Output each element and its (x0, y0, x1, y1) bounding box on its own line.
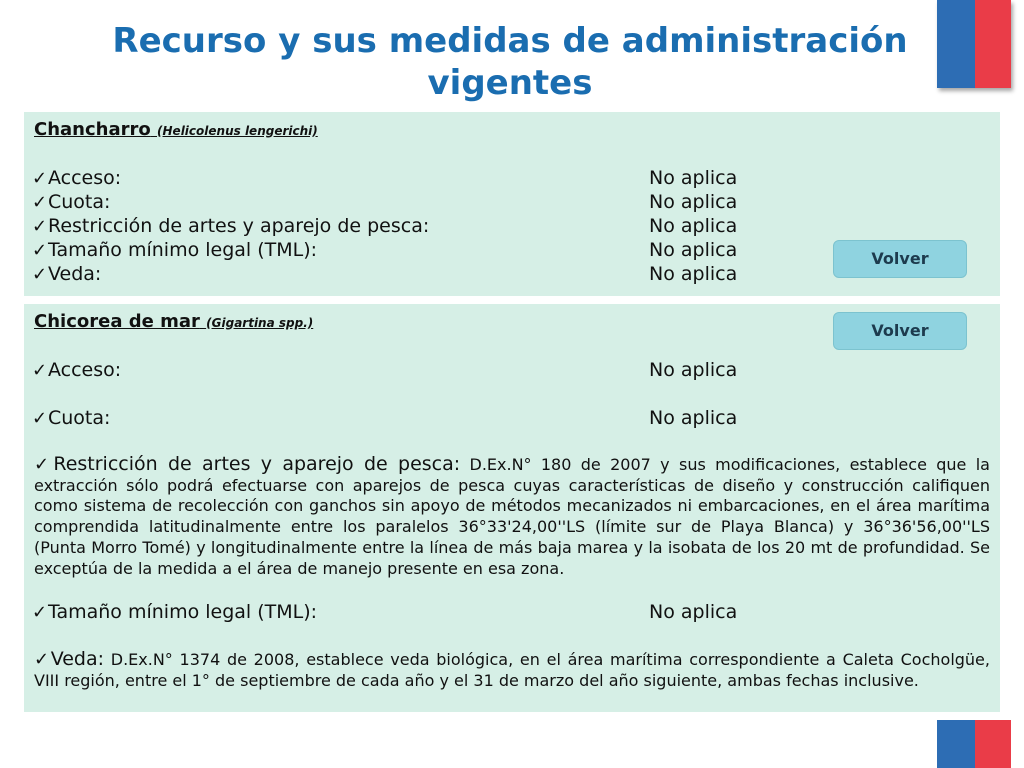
measure-label: Restricción de artes y aparejo de pesca: (53, 453, 461, 475)
species-title (34, 119, 318, 140)
check-icon: ✓ (32, 168, 48, 189)
measure-label: Cuota: (48, 407, 111, 429)
check-icon: ✓ (32, 192, 48, 213)
measure-value: No aplica (649, 191, 738, 213)
check-icon: ✓ (32, 408, 48, 429)
chile-flag-logo-top (937, 0, 1011, 88)
check-icon: ✓ (34, 649, 51, 670)
measure-value: No aplica (649, 359, 738, 381)
measure-label: Veda: (48, 263, 102, 285)
measure-label: Acceso: (48, 167, 122, 189)
measure-row-cuota (32, 190, 738, 215)
species-panel-chicorea (24, 304, 1000, 712)
measure-value: No aplica (649, 167, 738, 189)
volver-button[interactable]: Volver (833, 312, 967, 350)
species-scientific-name: (Helicolenus lengerichi) (157, 124, 318, 138)
measure-value: No aplica (649, 601, 738, 623)
chile-flag-logo-bottom (937, 720, 1011, 768)
measure-label: Veda: (50, 648, 105, 670)
check-icon: ✓ (32, 360, 48, 381)
measure-description: D.Ex.N° 180 de 2007 y sus modificaciones, establece que la extracción sólo podrá efectuarse con aparejos de pesca cuyas características de diseño y construcción califiquen como sistema de recolección con ganchos sin apoyo de métodos mecanizados ni embarcaciones, en el área marítima comprendida latitudinalmente entre los paralelos 36°33'24,00''LS (límite sur de Playa Blanca) y 36°36'56,00''LS (Punta Morro Tomé) y longitudinalmente entre la línea de más baja marea y la isobata de los 20 mt de profundidad. Se exceptúa de la medida a el área de manejo presente en esa zona. (34, 455, 990, 578)
measure-row-acceso (32, 166, 738, 191)
check-icon: ✓ (32, 240, 48, 261)
check-icon: ✓ (32, 602, 48, 623)
measure-row-tml (32, 600, 738, 625)
check-icon: ✓ (34, 454, 54, 475)
measure-description: D.Ex.N° 1374 de 2008, establece veda biológica, en el área marítima correspondiente a Caleta Cocholgüe, VIII región, entre el 1° de septiembre de cada año y el 31 de marzo del año siguiente, ambas fechas inclusive. (34, 650, 990, 690)
measure-row-acceso (32, 358, 738, 383)
species-name: Chicorea de mar (34, 311, 200, 332)
species-panel-chancharro (24, 112, 1000, 296)
check-icon: ✓ (32, 264, 48, 285)
measure-row-cuota (32, 406, 738, 431)
species-scientific-name: (Gigartina spp.) (206, 316, 314, 330)
measure-value: No aplica (649, 215, 738, 237)
measure-row-veda (34, 649, 990, 691)
measure-row-restriccion (34, 454, 990, 579)
measure-label: Cuota: (48, 191, 111, 213)
volver-button[interactable]: Volver (833, 240, 967, 278)
measure-label: Tamaño mínimo legal (TML): (48, 239, 318, 261)
measure-label: Tamaño mínimo legal (TML): (48, 601, 318, 623)
measure-label: Restricción de artes y aparejo de pesca: (48, 215, 430, 237)
measure-value: No aplica (649, 407, 738, 429)
measure-value: No aplica (649, 239, 738, 261)
page-title: Recurso y sus medidas de administración vigentes (112, 21, 908, 103)
measure-label: Acceso: (48, 359, 122, 381)
measure-row-veda (32, 262, 738, 287)
measure-row-tml (32, 238, 738, 263)
measure-value: No aplica (649, 263, 738, 285)
measure-row-restriccion (32, 214, 738, 239)
species-name: Chancharro (34, 119, 151, 140)
check-icon: ✓ (32, 216, 48, 237)
species-title (34, 311, 313, 332)
